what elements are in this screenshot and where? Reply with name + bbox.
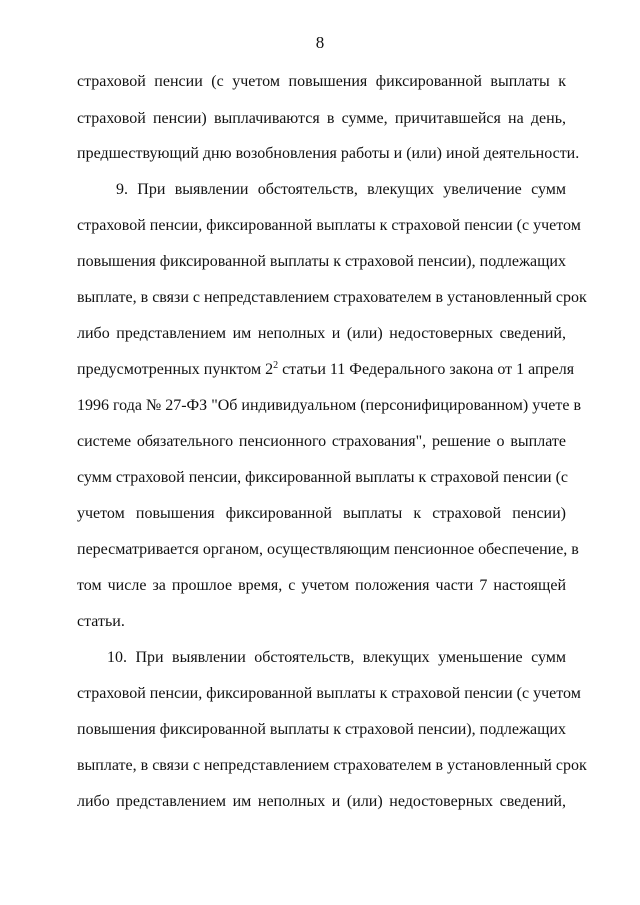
text-line: сумм страховой пенсии, фиксированной выплаты к страховой пенсии (с [77, 469, 568, 486]
text-line: пересматривается органом, осуществляющим пенсионное обеспечение, в [77, 541, 579, 558]
paragraph-10-start: 10. При выявлении обстоятельств, влекущих уменьшение сумм [107, 649, 566, 666]
text-segment: статьи 11 Федерального закона от 1 апреля [278, 361, 575, 378]
text-line: страховой пенсии, фиксированной выплаты к страховой пенсии (с учетом [77, 685, 581, 702]
text-line: выплате, в связи с непредставлением страхователем в установленный срок [77, 757, 587, 774]
text-line-with-superscript [77, 360, 575, 380]
text-line: учетом повышения фиксированной выплаты к страховой пенсии) [77, 505, 566, 522]
text-line: либо представлением им неполных и (или) недостоверных сведений, [77, 325, 566, 342]
paragraph-9-start: 9. При выявлении обстоятельств, влекущих увеличение сумм [116, 181, 566, 198]
text-line: системе обязательного пенсионного страхования", решение о выплате [77, 433, 566, 450]
text-line: предшествующий дню возобновления работы и (или) иной деятельности. [77, 145, 580, 162]
text-line: повышения фиксированной выплаты к страховой пенсии), подлежащих [77, 253, 566, 270]
page-number: 8 [315, 33, 325, 52]
text-line: повышения фиксированной выплаты к страховой пенсии), подлежащих [77, 721, 566, 738]
text-segment: предусмотренных пунктом 2 [77, 361, 274, 378]
text-line: 1996 года № 27-ФЗ "Об индивидуальном (персонифицированном) учете в [77, 397, 581, 414]
text-line: страховой пенсии (с учетом повышения фиксированной выплаты к [77, 73, 566, 90]
superscript: 2 [273, 360, 279, 371]
text-line: страховой пенсии) выплачиваются в сумме, причитавшейся на день, [77, 110, 566, 127]
text-line: статьи. [77, 613, 125, 630]
text-line: страховой пенсии, фиксированной выплаты к страховой пенсии (с учетом [77, 217, 581, 234]
text-line: либо представлением им неполных и (или) недостоверных сведений, [77, 793, 566, 810]
text-line: выплате, в связи с непредставлением страхователем в установленный срок [77, 289, 587, 306]
text-line: том числе за прошлое время, с учетом положения части 7 настоящей [77, 577, 566, 594]
